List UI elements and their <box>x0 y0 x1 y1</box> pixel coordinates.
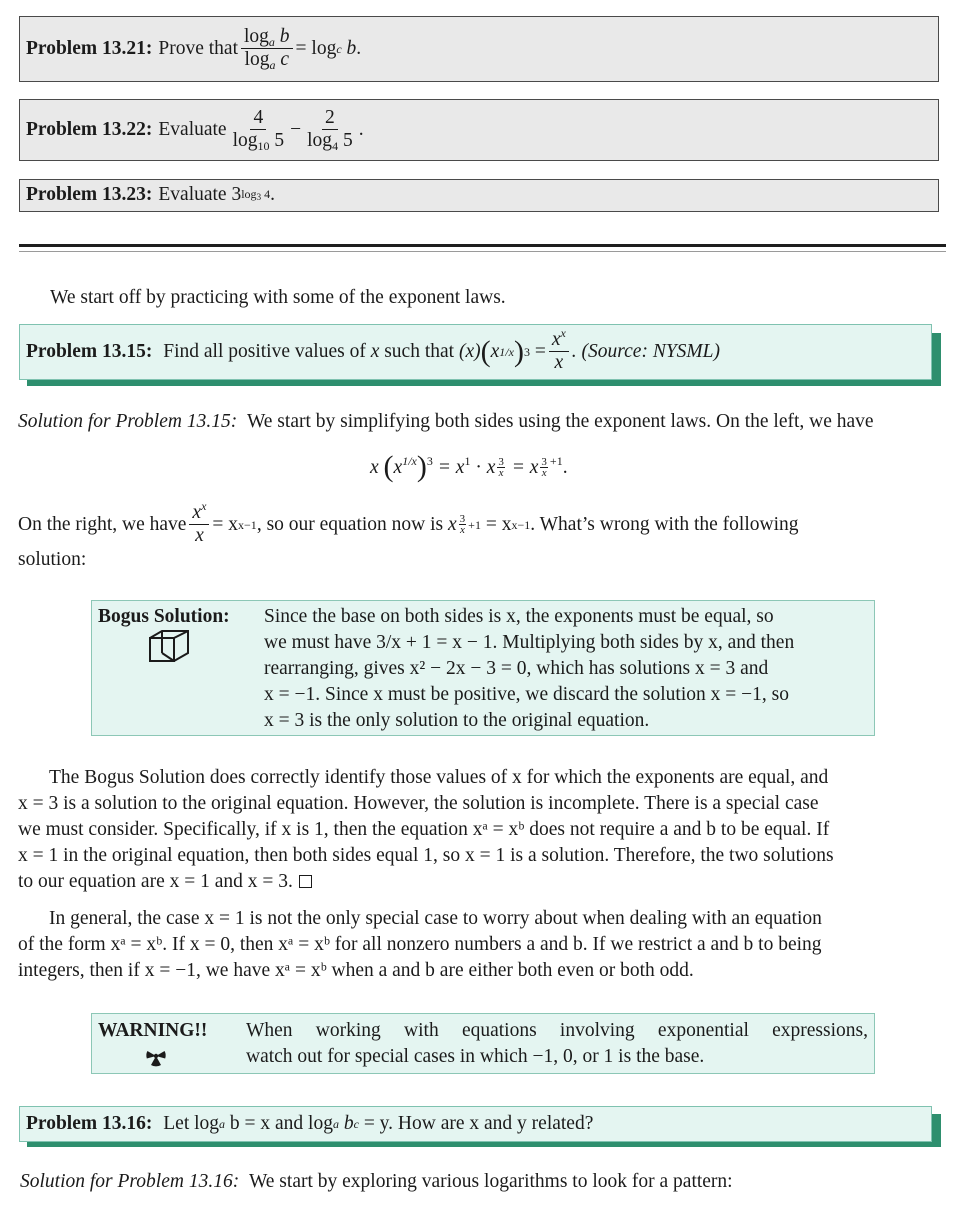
bogus-line: x = −1. Since x must be positive, we discard the solution x = −1, so <box>264 684 789 705</box>
problem-13-21-box <box>19 16 939 82</box>
bogus-explanation-paragraph <box>18 765 946 895</box>
problem-label: Problem 13.15: <box>26 340 153 362</box>
log-text: log <box>244 49 270 70</box>
period: . <box>562 457 568 478</box>
bogus-line: we must have 3/x + 1 = x − 1. Multiplying both sides by x, and then <box>264 632 795 653</box>
problem-text: Let log <box>163 1112 220 1134</box>
problem-13-15-box <box>19 324 932 380</box>
problem-13-23-box <box>19 179 939 212</box>
problem-label: Problem 13.23: <box>26 184 153 205</box>
open-box-icon <box>148 629 192 663</box>
variable: x <box>551 329 561 350</box>
warning-label: WARNING!! <box>98 1020 208 1041</box>
variable: x <box>490 340 500 362</box>
paragraph-line: integers, then if x = −1, we have xᵃ = xᵇ when a and b are either both even or both odd. <box>18 960 694 981</box>
period: . <box>356 37 362 59</box>
exponent: 1/x <box>499 344 514 359</box>
problem-text: Evaluate <box>158 118 227 140</box>
minus-sign: − <box>290 118 302 140</box>
log-base: 3 <box>256 191 262 202</box>
bogus-line: rearranging, gives x² − 2x − 3 = 0, which has solutions x = 3 and <box>264 658 769 679</box>
log-base: a <box>332 1116 339 1131</box>
solution-heading: Solution for Problem 13.16: <box>20 1171 240 1192</box>
lhs-factor: (x) <box>458 340 481 362</box>
solution-text: We start by simplifying both sides using the exponent laws. On the left, we have <box>246 411 874 432</box>
paragraph-line: of the form xᵃ = xᵇ. If x = 0, then xᵃ = xᵇ for all nonzero numbers a and b. If we restrict a and b to being <box>18 934 822 955</box>
problem-13-21 <box>26 17 361 80</box>
log-base: a <box>219 1116 226 1131</box>
log-arg: b <box>279 26 290 47</box>
problem-text: Prove that <box>158 37 238 59</box>
problem-13-16-box <box>19 1106 932 1142</box>
special-cases-paragraph <box>18 906 946 984</box>
exponent: c <box>353 1116 359 1131</box>
fraction <box>230 107 288 152</box>
period: . <box>270 184 275 205</box>
log-base: 4 <box>332 139 339 153</box>
numerator: 4 <box>250 107 266 130</box>
small-fraction <box>540 457 548 478</box>
log-arg: 4 <box>264 186 271 201</box>
exponent: x <box>560 326 566 340</box>
exponent: +1 <box>549 454 563 468</box>
log-arg: 5 <box>274 130 285 151</box>
solution-text: , so our equation now is <box>256 513 444 535</box>
warning-line: When working with equations involving exponential expressions, <box>246 1020 868 1041</box>
small-fraction <box>497 457 505 478</box>
variable: x <box>554 352 564 373</box>
log-base: a <box>268 35 275 49</box>
left-paren: ( <box>383 450 394 483</box>
fraction <box>549 326 569 374</box>
log-arg: 5 <box>342 130 353 151</box>
equation-rhs: = log <box>295 37 337 59</box>
log-text: log <box>232 130 258 151</box>
numerator: 2 <box>322 107 338 130</box>
variable: x <box>393 457 403 478</box>
source-citation: . (Source: NYSML) <box>571 340 721 362</box>
paragraph-line: In general, the case x = 1 is not the only special case to worry about when dealing with an equation <box>49 908 822 929</box>
equation-part: = x <box>485 513 512 535</box>
bogus-line: x = 3 is the only solution to the original equation. <box>264 710 650 731</box>
problem-text: such that <box>384 340 455 362</box>
solution-13-15-line2: On the right, we have $\frac{x^x}{x}$ = x x−1 , so our equation now is x $\frac{3}{x}$ +1 = x x−1 . What’s wrong with the following <box>18 499 799 546</box>
warning-line: watch out for special cases in which −1, 0, or 1 is the base. <box>246 1046 705 1067</box>
paragraph-line: to our equation are x = 1 and x = 3. <box>18 871 293 892</box>
problem-13-15: Problem 13.15: Find all positive values of x such that (x) ( x 1/x ) 3 = $\frac{x^x}{x}$ . (Source: NYSML) <box>26 326 721 373</box>
problem-label: Problem 13.21: <box>26 37 153 59</box>
problem-13-16 <box>26 1107 593 1140</box>
solution-13-15-intro <box>18 409 946 435</box>
solution-text: . What’s wrong with the following <box>530 513 799 535</box>
denominator: x <box>498 467 504 479</box>
intro-text: We start off by practicing with some of the exponent laws. <box>50 287 506 308</box>
fraction <box>241 26 293 71</box>
paragraph-line: The Bogus Solution does correctly identify those values of x for which the exponents are equal, and <box>49 767 829 788</box>
exponent: 1 <box>464 454 471 468</box>
exponent-base: 3 <box>231 184 242 205</box>
log-base: c <box>336 41 342 56</box>
problem-text: Find all positive values of <box>163 340 366 362</box>
qed-square-icon <box>299 875 312 888</box>
log-base: 10 <box>257 139 270 153</box>
paragraph-line: we must consider. Specifically, if x is 1, then the equation xᵃ = xᵇ does not require a and b to be equal. If <box>18 819 830 840</box>
variable: x <box>370 457 379 478</box>
section-divider-thin <box>19 251 946 252</box>
solution-text: We start by exploring various logarithms to look for a pattern: <box>248 1171 733 1192</box>
equation-part: = x <box>437 457 465 478</box>
period: . <box>358 118 364 140</box>
problem-text: b = x and log <box>229 1112 333 1134</box>
problem-label: Problem 13.16: <box>26 1112 153 1134</box>
paragraph-line: x = 3 is a solution to the original equation. However, the solution is incomplete. There is a special case <box>18 793 819 814</box>
denominator: x <box>541 467 547 479</box>
bogus-solution-text <box>264 604 868 734</box>
solution-text: On the right, we have <box>18 513 187 535</box>
equation-part: = x <box>511 457 539 478</box>
small-fraction: $\frac{3}{x}$ <box>459 513 466 536</box>
problem-text: Evaluate <box>158 184 227 205</box>
log-arg: c <box>280 49 289 70</box>
display-equation <box>370 450 568 483</box>
equation-part: = x <box>212 513 239 535</box>
variable: x <box>370 340 380 362</box>
solution-13-16-intro <box>20 1169 733 1195</box>
problem-13-22 <box>26 100 364 159</box>
variable: x <box>486 457 496 478</box>
log-text: log <box>241 186 257 201</box>
log-base: a <box>269 58 276 72</box>
problem-label: Problem 13.22: <box>26 118 153 140</box>
exponent: 1/x <box>402 454 417 468</box>
warning-box <box>91 1013 875 1074</box>
dot-operator: · <box>475 457 482 478</box>
log-text: log <box>243 26 269 47</box>
fraction <box>304 107 356 152</box>
problem-13-23 <box>26 180 275 210</box>
variable: b <box>343 1112 354 1134</box>
exponent: 3 <box>426 454 433 468</box>
warning-text <box>246 1018 868 1070</box>
equals-sign: = <box>534 340 546 362</box>
fraction: $\frac{x^x}{x}$ <box>189 502 209 547</box>
solution-13-15-line3: solution: <box>18 549 87 570</box>
problem-text: = y. How are x and y related? <box>363 1112 594 1134</box>
log-text: log <box>307 130 333 151</box>
bogus-solution-label: Bogus Solution: <box>98 606 230 627</box>
radiation-icon <box>145 1045 167 1067</box>
solution-heading: Solution for Problem 13.15: <box>18 411 238 432</box>
bogus-line: Since the base on both sides is x, the exponents must be equal, so <box>264 606 774 627</box>
numerator: 3 <box>541 456 547 468</box>
right-paren: ) <box>416 450 427 483</box>
log-arg: b <box>346 37 357 59</box>
bogus-solution-box <box>91 600 875 736</box>
numerator: 3 <box>498 456 504 468</box>
section-divider-thick <box>19 244 946 247</box>
paragraph-line: x = 1 in the original equation, then both sides equal 1, so x = 1 is a solution. Therefore, the two solutions <box>18 845 834 866</box>
problem-13-22-box <box>19 99 939 161</box>
